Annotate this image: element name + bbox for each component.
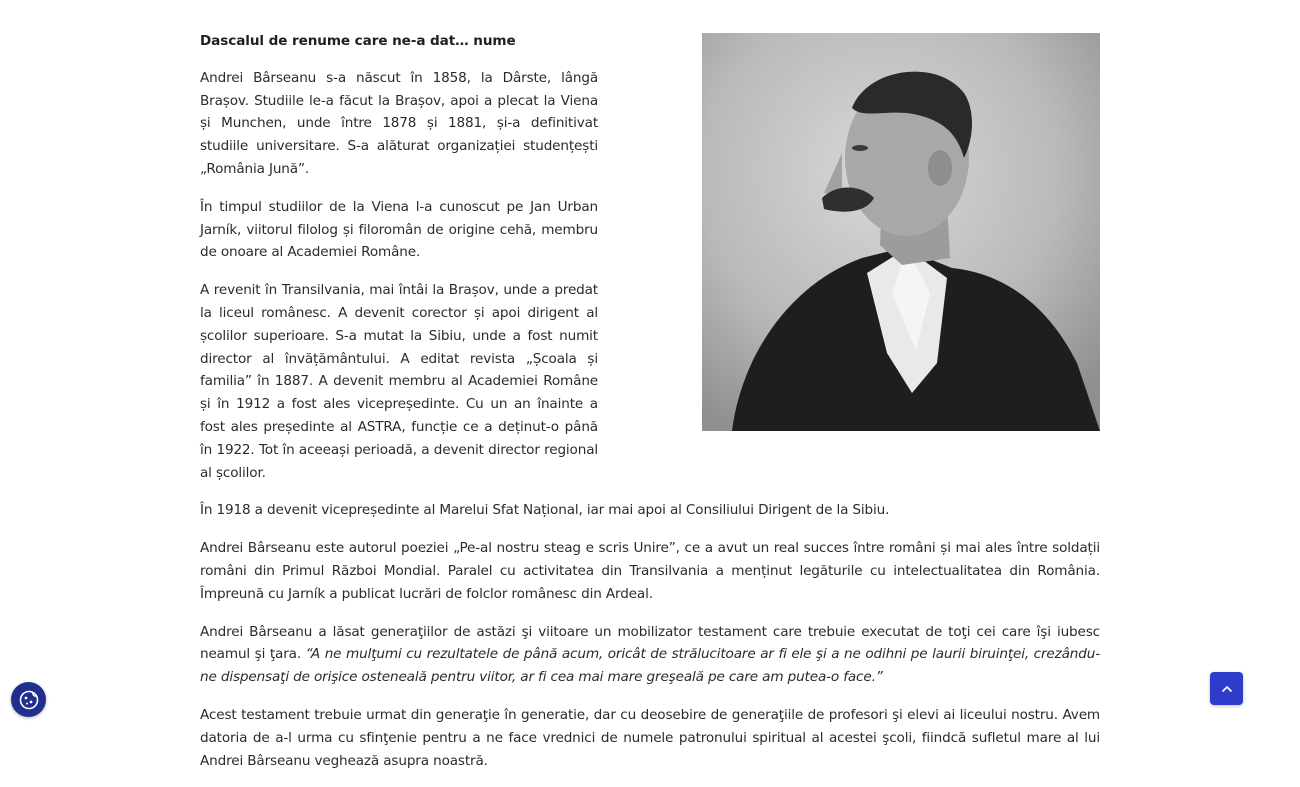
paragraph: În timpul studiilor de la Viena l-a cunoscut pe Jan Urban Jarník, viitorul filolog și filoromân de origine cehă, membru de onoare al Academiei Române.: [200, 198, 598, 261]
scroll-to-top-button[interactable]: [1210, 672, 1243, 705]
testament-paragraph: [200, 621, 1100, 689]
chevron-up-icon: [1220, 682, 1234, 696]
portrait-illustration: [702, 33, 1100, 431]
paragraph: Andrei Bârseanu este autorul poeziei „Pe-al nostru steag e scris Unire”, ce a avut un real succes între români și mai ales între soldații români din Primul Război Mondial. Paralel cu activitatea din Transilvania a menținut legăturile cu intelectualitatea din România. Împreună cu Jarník a publicat lucrări de folclor românesc din Ardeal.: [200, 540, 1100, 602]
closing-paragraph: Acest testament trebuie urmat din generaţie în generatie, dar cu deosebire de generaţiile de profesori şi elevi ai liceului nostru. Avem datoria de a-l urma cu sfinţenie pentru a ne face vrednici de numele patronului spiritual al acestei şcoli, fiindcă sufletul mare al lui Andrei Bârseanu veghează asupra noastră.: [200, 706, 1100, 769]
article-heading: Dascalul de renume care ne-a dat… nume: [200, 33, 516, 49]
paragraph: În 1918 a devenit vicepreședinte al Marelui Sfat Național, iar mai apoi al Consiliului Dirigent de la Sibiu.: [200, 502, 890, 519]
article: [200, 30, 1100, 787]
testament-quote: “A ne mulţumi cu rezultatele de până acum, oricât de strălucitoare ar fi ele şi a ne odihni pe laurii biruinţei, crezându-ne dispensaţi de orişice osteneală pentru viitor, ar fi cea mai mare greşeală pe care am putea-o face.”: [200, 646, 1100, 686]
portrait-photo: [702, 33, 1100, 431]
cookie-settings-icon: [18, 689, 40, 711]
paragraph: Andrei Bârseanu s-a născut în 1858, la Dârste, lângă Brașov. Studiile le-a făcut la Brașov, apoi a plecat la Viena și Munchen, unde între 1878 și 1881, și-a definitivat studiile universitare. S-a alăturat organizației studențești „România Jună”.: [200, 69, 598, 177]
testament-intro: Andrei Bârseanu a lăsat generaţiilor de astăzi şi viitoare un mobilizator testament care trebuie executat de toţi cei care îşi iubesc neamul şi ţara.: [200, 623, 1100, 663]
cookie-settings-button[interactable]: [11, 682, 46, 717]
paragraph: A revenit în Transilvania, mai întâi la Brașov, unde a predat la liceul românesc. A devenit corector și apoi dirigent al școlilor superioare. S-a mutat la Sibiu, unde a fost numit director al învățământului. A editat revista „Școala și familia” în 1887. A devenit membru al Academiei Române și în 1912 a fost ales vicepreședinte. Cu un an înainte a fost ales președinte al ASTRA, funcție ce a deținut-o până în 1922. Tot în aceeași perioadă, a devenit director regional al școlilor.: [200, 282, 598, 481]
